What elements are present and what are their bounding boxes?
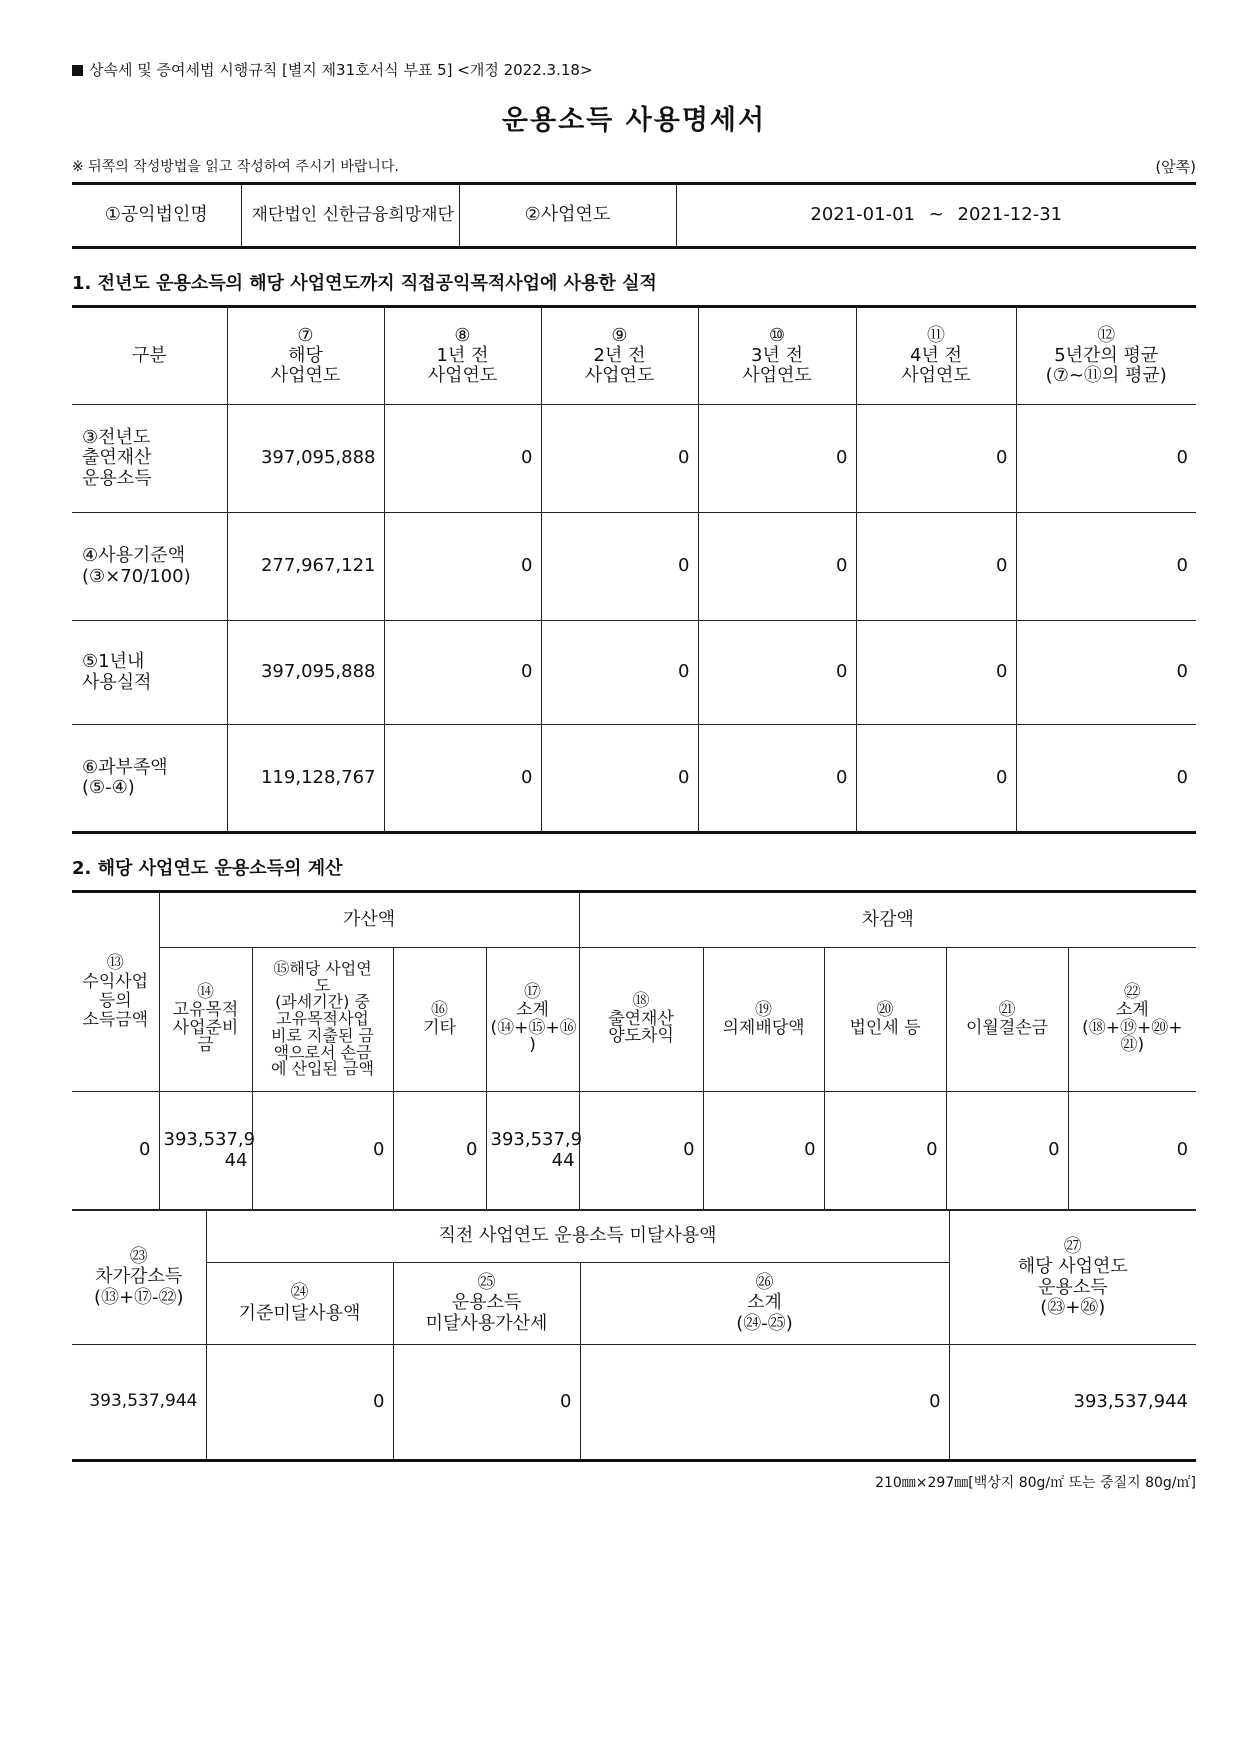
regulation-line [72, 58, 1196, 82]
income-header: ⑬ 수익사업 등의 소득금액 [72, 892, 159, 1092]
cell-value: 0 [703, 1092, 824, 1210]
s1-header-3y: ⑩ 3년 전 사업연도 [698, 307, 856, 405]
section1-table [72, 305, 1196, 834]
cell-value: 0 [541, 621, 698, 725]
transfer-gain-header: ⑱ 출연재산 양도차익 [579, 948, 703, 1092]
cell-value: 0 [384, 725, 541, 833]
table-row [72, 621, 1196, 725]
add-group-header: 가산액 [159, 892, 579, 948]
cell-value: 0 [946, 1092, 1068, 1210]
corp-name-value: 재단법인 신한금융희망재단 [241, 184, 459, 248]
cell-value: 397,095,888 [227, 621, 384, 725]
basic-info-table [72, 182, 1196, 249]
deemed-dividend-header: ⑲ 의제배당액 [703, 948, 824, 1092]
table-row [72, 725, 1196, 833]
square-bullet-icon [72, 65, 83, 76]
deduct-subtotal-header: ㉒ 소계 (⑱+⑲+⑳+ ㉑) [1068, 948, 1196, 1092]
cell-value: 0 [856, 621, 1016, 725]
cell-value: 0 [856, 513, 1016, 621]
cell-value: 0 [541, 405, 698, 513]
expense-header: ⑮해당 사업연 도 (과세기간) 중 고유목적사업 비로 지출된 금 액으로서 손금 에 산입된 금액 [252, 948, 393, 1092]
section3-group-row [72, 1211, 1196, 1263]
cell-value: 0 [856, 405, 1016, 513]
under-use-header: ㉔ 기준미달사용액 [206, 1263, 393, 1345]
s1-header-4y: ⑪ 4년 전 사업연도 [856, 307, 1016, 405]
cell-value: 0 [580, 1345, 949, 1461]
cell-value: 0 [698, 621, 856, 725]
cell-value: 393,537,944 [949, 1345, 1196, 1461]
s1-header-current: ⑦ 해당 사업연도 [227, 307, 384, 405]
row-label: ⑥과부족액 (⑤-④) [72, 725, 227, 833]
business-year-value: 2021-01-01 ~ 2021-12-31 [676, 184, 1196, 248]
cell-value: 0 [579, 1092, 703, 1210]
cell-value: 0 [384, 513, 541, 621]
s1-header-category: 구분 [72, 307, 227, 405]
section3-table [72, 1210, 1196, 1462]
cell-value: 0 [698, 725, 856, 833]
note-text: ※ 뒤쪽의 작성방법을 읽고 작성하여 주시기 바랍니다. [72, 159, 399, 175]
cell-value: 0 [1016, 405, 1196, 513]
table-row [72, 405, 1196, 513]
reserve-header: ⑭ 고유목적 사업준비 금 [159, 948, 252, 1092]
page-side-label: (앞쪽) [1155, 158, 1196, 176]
other-header: ⑯ 기타 [393, 948, 486, 1092]
cell-value: 0 [384, 405, 541, 513]
cell-value: 0 [1068, 1092, 1196, 1210]
cell-value: 393,537,9 44 [159, 1092, 252, 1210]
cell-value: 0 [72, 1092, 159, 1210]
cell-value: 393,537,9 44 [486, 1092, 579, 1210]
cell-value: 0 [1016, 513, 1196, 621]
section2-title: 2. 해당 사업연도 운용소득의 계산 [72, 858, 343, 879]
table-row [72, 513, 1196, 621]
section1-title: 1. 전년도 운용소득의 해당 사업연도까지 직접공익목적사업에 사용한 실적 [72, 273, 657, 294]
cell-value: 0 [393, 1345, 580, 1461]
add-subtotal-header: ⑰ 소계 (⑭+⑮+⑯ ) [486, 948, 579, 1092]
cell-value: 0 [384, 621, 541, 725]
section3-value-row [72, 1345, 1196, 1461]
section1-header-row [72, 307, 1196, 405]
section2-header-row [72, 948, 1196, 1092]
cell-value: 0 [698, 405, 856, 513]
row-label: ③전년도 출연재산 운용소득 [72, 405, 227, 513]
paper-spec-footer: 210㎜×297㎜[백상지 80g/㎡ 또는 중질지 80g/㎡] [875, 1475, 1196, 1491]
unused-group-header: 직전 사업연도 운용소득 미달사용액 [206, 1211, 949, 1263]
cell-value: 0 [541, 513, 698, 621]
section2-table [72, 890, 1196, 1210]
cell-value: 393,537,944 [72, 1345, 206, 1461]
section2-value-row [72, 1092, 1196, 1210]
cell-value: 119,128,767 [227, 725, 384, 833]
final-income-header: ㉗ 해당 사업연도 운용소득 (㉓+㉖) [949, 1211, 1196, 1345]
business-year-label: ②사업연도 [459, 184, 676, 248]
net-income-header: ㉓ 차가감소득 (⑬+⑰-㉒) [72, 1211, 206, 1345]
s1-header-avg: ⑫ 5년간의 평균 (⑦~⑪의 평균) [1016, 307, 1196, 405]
cell-value: 0 [206, 1345, 393, 1461]
cell-value: 0 [393, 1092, 486, 1210]
cell-value: 0 [698, 513, 856, 621]
instruction-note [72, 156, 1196, 178]
cell-value: 0 [824, 1092, 946, 1210]
cell-value: 0 [1016, 725, 1196, 833]
row-label: ④사용기준액 (③×70/100) [72, 513, 227, 621]
regulation-text: 상속세 및 증여세법 시행규칙 [별지 제31호서식 부표 5] <개정 2022.3.18> [89, 61, 593, 79]
cell-value: 0 [541, 725, 698, 833]
unused-subtotal-header: ㉖ 소계 (㉔-㉕) [580, 1263, 949, 1345]
penalty-header: ㉕ 운용소득 미달사용가산세 [393, 1263, 580, 1345]
corp-name-label: ①공익법인명 [72, 184, 241, 248]
s1-header-2y: ⑨ 2년 전 사업연도 [541, 307, 698, 405]
corp-tax-header: ⑳ 법인세 등 [824, 948, 946, 1092]
loss-carryover-header: ㉑ 이월결손금 [946, 948, 1068, 1092]
row-label: ⑤1년내 사용실적 [72, 621, 227, 725]
section2-group-row [72, 892, 1196, 948]
document-title: 운용소득 사용명세서 [501, 105, 767, 136]
s1-header-1y: ⑧ 1년 전 사업연도 [384, 307, 541, 405]
deduct-group-header: 차감액 [579, 892, 1196, 948]
cell-value: 0 [856, 725, 1016, 833]
cell-value: 0 [1016, 621, 1196, 725]
cell-value: 397,095,888 [227, 405, 384, 513]
cell-value: 277,967,121 [227, 513, 384, 621]
cell-value: 0 [252, 1092, 393, 1210]
